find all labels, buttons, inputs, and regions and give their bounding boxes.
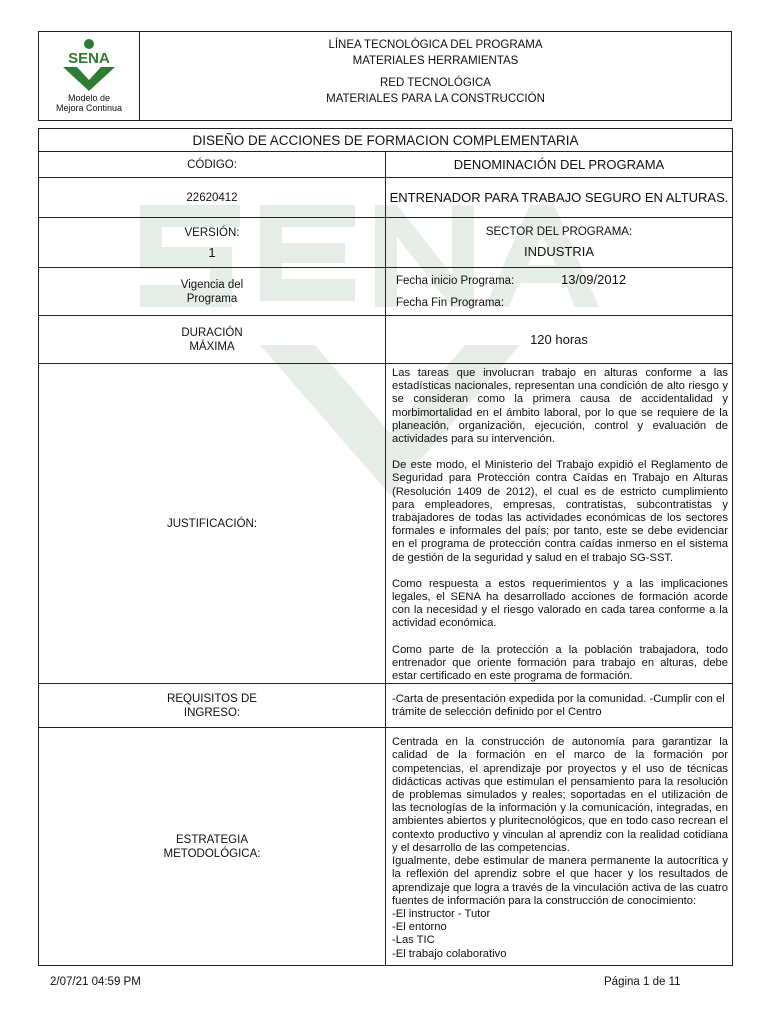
- vigencia-label: Vigencia del Programa: [39, 268, 386, 316]
- codigo-label: CÓDIGO:: [39, 152, 386, 178]
- logo-caption: Modelo de Mejora Continua: [55, 93, 123, 113]
- estrategia-paragraph: Centrada en la construcción de autonomía para garantizar la calidad de la formación en el marco de la formación por competencias, el aprendizaje por proyectos y el uso de técnicas didácticas activas que estimulan el pensamiento para la resolución de problemas simulados y reales; soportadas en el utilización de las tecnologías de la información y la comunicación, integradas, en ambientes abiertos y pluritecnológicos, que en todo caso recrean el contexto productivo y vinculan al aprendiz con la realidad cotidiana y el desarrollo de las competencias.: [392, 736, 728, 854]
- codigo-value: 22620412: [39, 178, 386, 218]
- header-text: [140, 32, 731, 120]
- table-title: DISEÑO DE ACCIONES DE FORMACION COMPLEMENTARIA: [39, 129, 733, 152]
- list-item: -El instructor - Tutor: [392, 907, 491, 920]
- list-item: -El trabajo colaborativo: [392, 947, 507, 960]
- sector-label: SECTOR DEL PROGRAMA:: [485, 226, 633, 238]
- version-value: 1: [208, 244, 216, 260]
- footer-page-number: Página 1 de 11: [604, 976, 681, 988]
- estrategia-text: [386, 728, 733, 966]
- sector-cell: [386, 218, 733, 268]
- linea-tecnologica-value: MATERIALES HERRAMIENTAS: [352, 55, 519, 67]
- footer-timestamp: 2/07/21 04:59 PM: [50, 976, 141, 988]
- table-row: [39, 268, 733, 316]
- table-title-row: [39, 129, 733, 152]
- fecha-inicio-row: [396, 269, 732, 292]
- table-row: [39, 218, 733, 268]
- table-row: [39, 178, 733, 218]
- table-row: [39, 684, 733, 728]
- duracion-label: DURACIÓN MÁXIMA: [39, 316, 386, 364]
- justificacion-label: JUSTIFICACIÓN:: [39, 364, 386, 684]
- fecha-inicio-label: Fecha inicio Programa:: [396, 275, 515, 287]
- justificacion-paragraph: Las tareas que involucran trabajo en alturas conforme a las estadísticas nacionales, representan una condición de alto riesgo y se consideran como la primera causa de accidentalidad y morbimortalidad en el ámbito laboral, por lo que se requiere de la planeación, organización, ejecución, control y evaluación de actividades para su intervención.: [392, 367, 728, 446]
- denominacion-value: ENTRENADOR PARA TRABAJO SEGURO EN ALTURAS.: [386, 178, 733, 218]
- fecha-fin-label: Fecha Fin Programa:: [396, 297, 505, 309]
- denominacion-label: DENOMINACIÓN DEL PROGRAMA: [386, 152, 733, 178]
- table-row: [39, 364, 733, 684]
- program-table: [38, 128, 733, 966]
- version-cell: [39, 218, 386, 268]
- estrategia-label: ESTRATEGIA METODOLÓGICA:: [39, 728, 386, 966]
- table-row: [39, 316, 733, 364]
- sena-logo-icon: [57, 38, 121, 92]
- version-label: VERSIÓN:: [184, 226, 240, 239]
- logo-cell: [39, 32, 140, 120]
- table-row: [39, 728, 733, 966]
- svg-text:SENA: SENA: [68, 50, 110, 67]
- red-tecnologica-label: RED TECNOLÓGICA: [380, 77, 491, 89]
- red-tecnologica-value: MATERIALES PARA LA CONSTRUCCIÓN: [326, 93, 545, 105]
- justificacion-paragraph: Como respuesta a estos requerimientos y a las implicaciones legales, el SENA ha desarrollado acciones de formación acorde con la necesidad y el riesgo valorado en cada tarea conforme a la actividad económica.: [392, 577, 728, 630]
- sector-value: INDUSTRIA: [523, 244, 595, 259]
- document-header: [38, 31, 732, 121]
- table-row: [39, 152, 733, 178]
- fecha-inicio-value: 13/09/2012: [561, 272, 627, 287]
- list-item: -El entorno: [392, 921, 447, 934]
- vigencia-cell: [386, 268, 733, 316]
- linea-tecnologica-label: LÍNEA TECNOLÓGICA DEL PROGRAMA: [328, 39, 543, 51]
- requisitos-value: -Carta de presentación expedida por la comunidad. -Cumplir con el trámite de selección definido por el Centro: [386, 684, 733, 728]
- justificacion-paragraph: Como parte de la protección a la población trabajadora, todo entrenador que oriente formación para trabajo en alturas, debe estar certificado en este programa de formación.: [392, 643, 728, 683]
- justificacion-text: [386, 364, 733, 684]
- duracion-value: 120 horas: [386, 316, 733, 364]
- estrategia-paragraph: Igualmente, debe estimular de manera permanente la autocrítica y la reflexión del aprendiz sobre el que hacer y los resultados de aprendizaje que logra a través de la vinculación activa de las cuatro fuentes de información para la construcción de conocimiento:: [392, 855, 728, 907]
- list-item: -Las TIC: [392, 934, 435, 947]
- justificacion-paragraph: De este modo, el Ministerio del Trabajo expidió el Reglamento de Seguridad para Protección contra Caídas en Trabajo en Alturas (Resolución 1409 de 2012), el cual es de estricto cumplimiento para empleadores, empresas, contratistas, subcontratistas y trabajadores de todas las actividades económicas de los sectores formales e informales del país; por tanto, este se debe evidenciar en el programa de protección contra caídas inmerso en el sistema de gestión de la seguridad y salud en el trabajo SG-SST.: [392, 459, 728, 564]
- requisitos-label: REQUISITOS DE INGRESO:: [39, 684, 386, 728]
